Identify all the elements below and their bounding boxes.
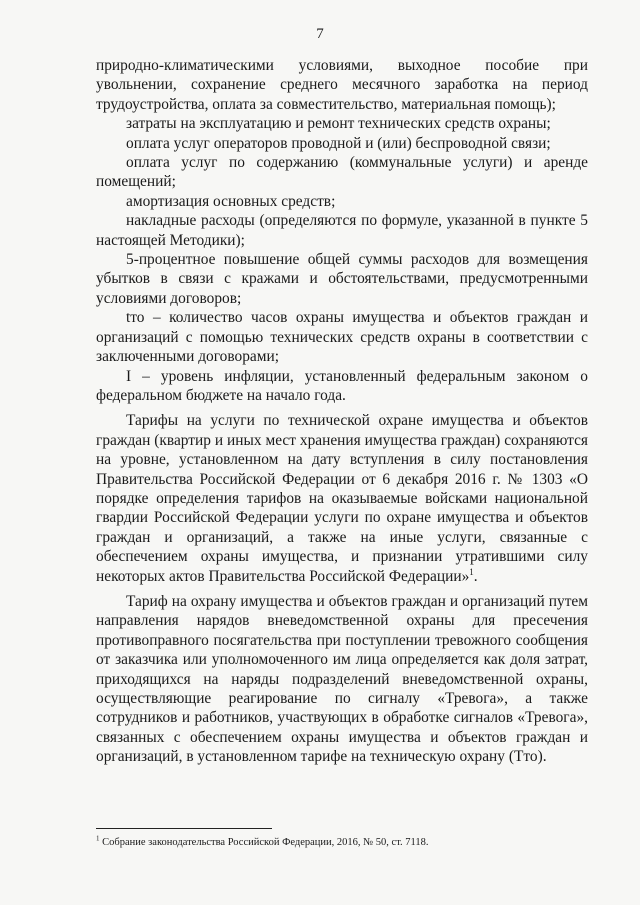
paragraph-p8 [96, 308, 588, 366]
footnote-text: Собрание законодательства Российской Федерации, 2016, № 50, ст. 7118. [99, 837, 429, 848]
paragraph-p9 [96, 367, 588, 406]
footnote-divider [96, 828, 272, 829]
paragraph-tail: . [473, 567, 478, 585]
paragraph-text: оплата услуг операторов проводной и (или) беспроводной связи; [126, 134, 551, 152]
footnote [96, 836, 588, 849]
paragraph-text: tто – количество часов охраны имущества и объектов граждан и организаций с помощью технических средств охраны в соответствии с заключенными договорами; [96, 309, 588, 366]
document-body [96, 56, 588, 767]
paragraph-text: 5-процентное повышение общей суммы расходов для возмещения убытков в связи с кражами и обстоятельствами, предусмотренными условиями договоров; [96, 251, 588, 307]
paragraph-p3 [96, 134, 588, 153]
paragraph-p5 [96, 192, 588, 211]
paragraph-p4 [96, 153, 588, 192]
paragraph-text: Тарифы на услуги по технической охране имущества и объектов граждан (квартир и иных мест хранения имущества граждан) сохраняются на уровне, установленном на дату вступления в силу постановления Правительства Российской Федерации от 6 декабря 2016 г. № 1303 «О порядке определения тарифов на оказываемые войсками национальной гвардии Российской Федерации услуги по охране имущества и объектов граждан и организаций, а также на иные услуги, связанные с обеспечением охраны имущества, и признании утратившими силу некоторых актов Правительства Российской Федерации» [96, 412, 588, 585]
paragraph-text: затраты на эксплуатацию и ремонт технических средств охраны; [126, 115, 551, 133]
paragraph-p2 [96, 114, 588, 133]
footnote-marker: 1 [96, 834, 100, 843]
paragraph-text: амортизация основных средств; [126, 192, 336, 210]
page-number: 7 [316, 26, 324, 42]
footnote-reference: 1 [469, 566, 474, 577]
paragraph-text: оплата услуг по содержанию (коммунальные услуги) и аренде помещений; [96, 154, 588, 191]
paragraph-p7 [96, 250, 588, 308]
paragraph-p1 [96, 56, 588, 114]
paragraph-text: накладные расходы (определяются по формуле, указанной в пункте 5 настоящей Методики); [96, 212, 588, 249]
paragraph-p10 [96, 411, 588, 586]
paragraph-text: природно-климатическими условиями, выходное пособие при увольнении, сохранение среднего месячного заработка на период трудоустройства, оплата за совместительство, материальная помощь); [96, 57, 588, 113]
paragraph-p6 [96, 211, 588, 250]
paragraph-text: I – уровень инфляции, установленный федеральным законом о федеральном бюджете на начало года. [96, 367, 588, 404]
paragraph-text: Тариф на охрану имущества и объектов граждан и организаций путем направления нарядов вневедомственной охраны для пресечения противоправного посягательства при поступлении тревожного сообщения от заказчика или уполномоченного им лица определяется как доля затрат, приходящихся на наряды подразделений вневедомственной охраны, осуществляющие реагирование по сигналу «Тревога», а также сотрудников и работников, участвующих в обработке сигналов «Тревога», связанных с обеспечением охраны имущества и объектов граждан и организаций, в установленном тарифе на техническую охрану (Тто). [96, 592, 588, 766]
paragraph-p11 [96, 592, 588, 767]
